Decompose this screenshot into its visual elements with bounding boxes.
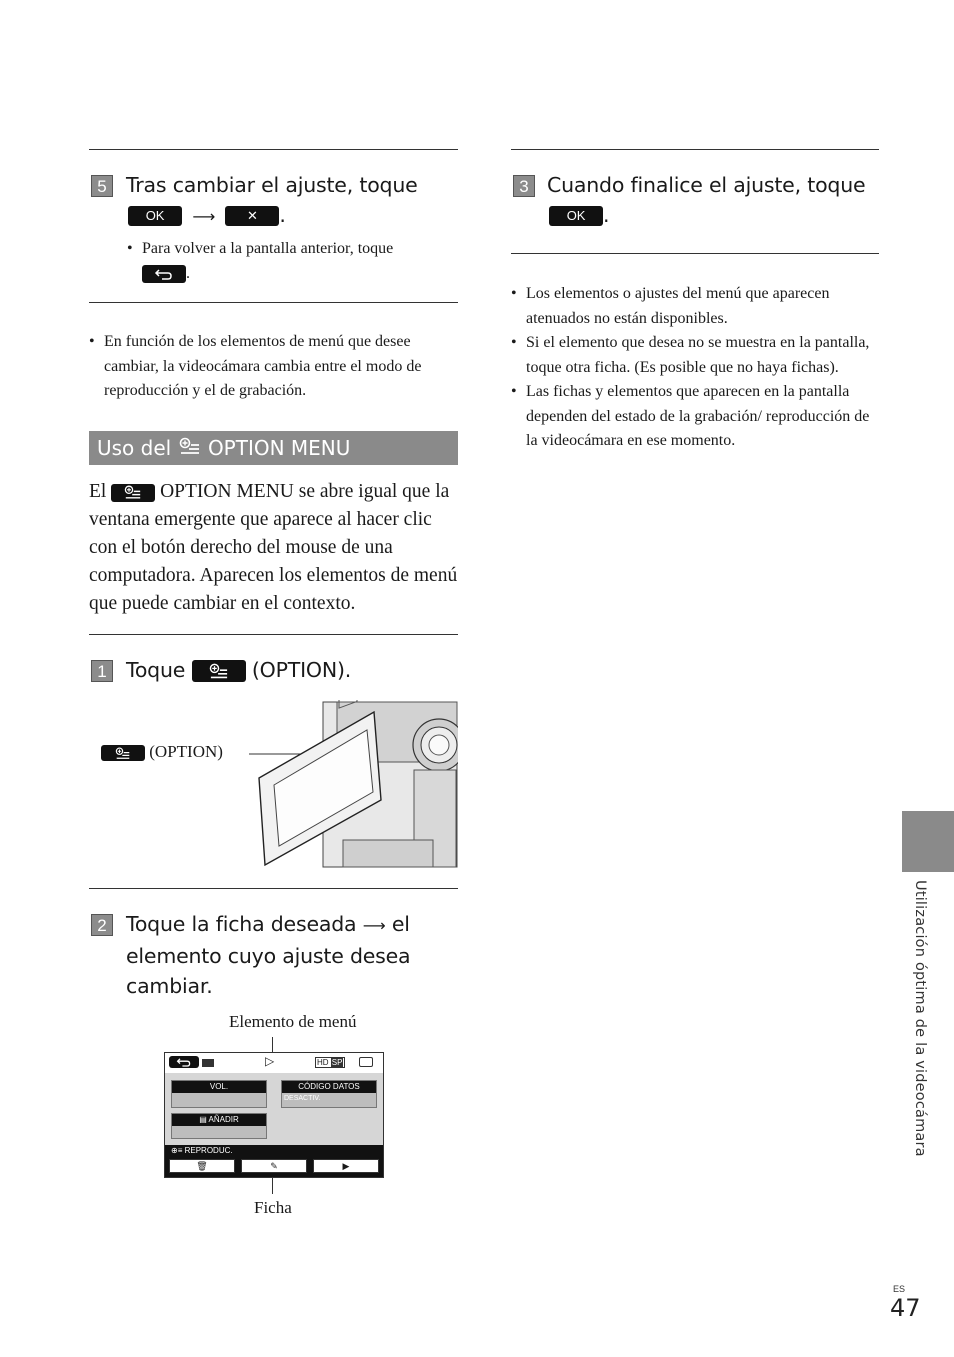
step-5-text: Tras cambiar el ajuste, toque OK ⟶ ✕ . [126, 173, 418, 227]
intro-start: El [89, 481, 107, 502]
menu-item-vol-label: VOL. [172, 1081, 266, 1093]
menu-item-codigo[interactable] [281, 1080, 377, 1108]
callout-menu-item: Elemento de menú [229, 1012, 357, 1031]
close-button[interactable] [225, 206, 279, 226]
menu-tab-strip [165, 1145, 383, 1177]
list-item: • Si el elemento que desea no se muestra en la pantalla, toque otra ficha. (Es posible que no haya fichas). [511, 331, 881, 380]
tab-edit[interactable] [241, 1159, 307, 1173]
step-3-number: 3 [513, 175, 535, 197]
top-rule-right [511, 149, 879, 150]
section-suffix: OPTION MENU [207, 436, 351, 460]
arrow-right-icon: ⟶ [192, 207, 216, 226]
step-5-label: Tras cambiar el ajuste, toque [126, 173, 418, 197]
step-3-text: Cuando finalice el ajuste, toque OK . [547, 173, 866, 227]
back-button[interactable] [169, 1056, 199, 1068]
menu-top-bar [165, 1053, 383, 1073]
list-item: • En función de los elementos de menú que desee cambiar, la videocámara cambia entre el modo de reproducción y el de grabación. [89, 330, 458, 404]
step-2-line1a: Toque la ficha deseada [126, 912, 357, 936]
ok-label: OK [145, 208, 165, 223]
trash-icon: 🗑 [196, 1161, 208, 1171]
menu-body [165, 1073, 383, 1145]
close-icon: ✕ [247, 208, 258, 223]
callout-tab: Ficha [254, 1198, 292, 1217]
section-header [89, 431, 458, 465]
list-item: • Para volver a la pantalla anterior, toque . [127, 237, 457, 286]
menu-screen [164, 1052, 384, 1178]
list-item: • Los elementos o ajustes del menú que aparecen atenuados no están disponibles. [511, 282, 881, 331]
back-arrow-icon [176, 1057, 192, 1067]
playback-icon: ▷ [265, 1054, 275, 1068]
step-3-label: Cuando finalice el ajuste, toque [547, 173, 866, 197]
option-icon [178, 437, 202, 457]
tab-caption: ⊕≡ REPRODUC. [171, 1146, 233, 1155]
menu-item-codigo-label: CÓDIGO DATOS [282, 1081, 376, 1093]
step-2-line1b: el [391, 912, 410, 936]
step-5-number: 5 [91, 175, 113, 197]
option-button[interactable] [192, 660, 246, 682]
menu-item-anadir-label: ▤ AÑADIR [172, 1114, 266, 1126]
menu-item-codigo-value: DESACTIV. [284, 1095, 321, 1102]
step-5-note [127, 237, 457, 286]
figure-camera [89, 700, 458, 868]
page-language: ES [893, 1284, 906, 1294]
page-number: 47 [890, 1294, 921, 1322]
tab-play[interactable] [313, 1159, 379, 1173]
step-2-text [126, 909, 466, 1001]
camera-illustration [89, 700, 458, 868]
option-icon: ⊕≡ [171, 1146, 183, 1155]
intro-paragraph [89, 478, 461, 618]
list-item: • Las fichas y elementos que aparecen en la pantalla dependen del estado de la grabación/ reproducción de la videocámara en ese momento. [511, 380, 881, 454]
folder-icon: ▤ [199, 1115, 207, 1124]
step-2-line2: elemento cuyo ajuste desea [126, 944, 411, 968]
back-hint: Para volver a la pantalla anterior, toque [142, 240, 394, 257]
option-icon [207, 663, 231, 681]
step-1-label: Toque [126, 658, 186, 682]
hd-badge: HD SP [315, 1057, 345, 1068]
callout-line-bottom [272, 1178, 273, 1194]
step-2-number: 2 [91, 914, 113, 936]
edit-icon: ✎ [270, 1161, 278, 1171]
battery-icon [202, 1059, 214, 1067]
arrow-right-icon: ⟶ [362, 916, 386, 935]
notes-list [511, 282, 881, 454]
step-2-line3: cambiar. [126, 974, 213, 998]
back-arrow-icon [154, 268, 174, 280]
chapter-label: Utilización óptima de la videocámara [912, 880, 928, 1157]
ok-button[interactable] [549, 206, 603, 226]
step-1-text [126, 655, 466, 685]
top-rule-left [89, 149, 458, 150]
ok-label: OK [566, 208, 586, 223]
card-icon [359, 1057, 373, 1067]
back-button[interactable] [142, 265, 186, 283]
ok-button[interactable] [128, 206, 182, 226]
menu-item-anadir[interactable] [171, 1113, 267, 1139]
divider-right [511, 253, 879, 254]
step-1-number: 1 [91, 660, 113, 682]
play-icon: ▶ [342, 1161, 350, 1171]
option-icon [122, 485, 144, 501]
step-1-suffix: (OPTION). [251, 658, 352, 682]
option-caption: (OPTION) [149, 742, 223, 761]
intro-rest: OPTION MENU se abre igual que la ventana emergente que aparece al hacer clic con el botón derecho del mouse de una computadora. Aparecen los elementos de menú que puede cambiar en el contexto. [89, 481, 458, 614]
note-block [89, 330, 458, 404]
divider-2 [89, 634, 458, 635]
chapter-tab [902, 811, 954, 872]
option-button-inline [111, 484, 155, 502]
divider-1 [89, 302, 458, 303]
divider-3 [89, 888, 458, 889]
section-prefix: Uso del [97, 436, 172, 460]
tab-delete[interactable] [169, 1159, 235, 1173]
menu-item-vol[interactable] [171, 1080, 267, 1108]
